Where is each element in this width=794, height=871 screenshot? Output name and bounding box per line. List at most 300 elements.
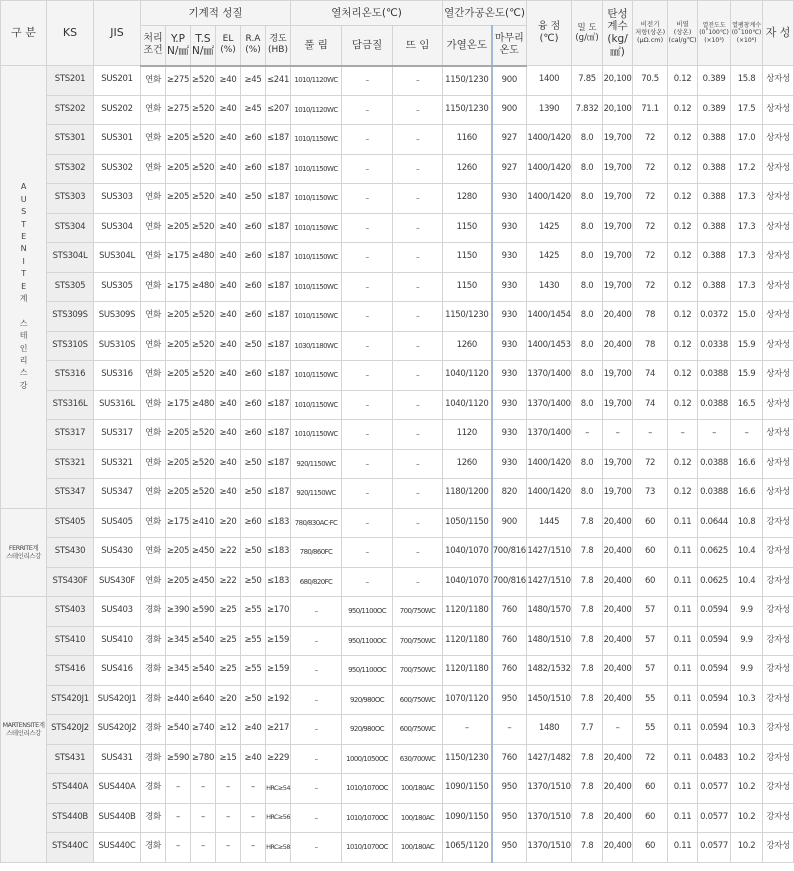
jis-cell: SUS420J1 [94, 685, 141, 715]
yp-cell: ≥175 [166, 243, 191, 273]
density-cell: 8.0 [572, 331, 603, 361]
resistivity-cell: 60 [633, 774, 668, 804]
density-cell: 7.8 [572, 508, 603, 538]
specific-heat-cell: 0.12 [668, 390, 698, 420]
ts-cell: ≥520 [191, 331, 216, 361]
ks-cell: STS309S [47, 302, 94, 332]
yp-cell: ≥205 [166, 154, 191, 184]
solution-cell: 1010/1150WC [291, 361, 342, 391]
melting-cell: 1400/1420 [527, 154, 572, 184]
specific-heat-cell: 0.11 [668, 567, 698, 597]
density-cell: 8.0 [572, 302, 603, 332]
ks-cell: STS304L [47, 243, 94, 273]
el-cell: ≥40 [216, 272, 241, 302]
heating-cell: 1150/1230 [443, 744, 492, 774]
temper-cell: – [393, 213, 443, 243]
elastic-cell: 20,100 [603, 95, 633, 125]
finish-cell: 900 [492, 508, 527, 538]
ks-cell: STS440C [47, 833, 94, 863]
solution-cell: 920/1150WC [291, 449, 342, 479]
treatment-cell: 경화 [141, 803, 166, 833]
header-ra: R.A (%) [241, 26, 266, 66]
solution-cell: 1010/1120WC [291, 95, 342, 125]
jis-cell: SUS305 [94, 272, 141, 302]
jis-cell: SUS304 [94, 213, 141, 243]
elastic-cell: 19,700 [603, 125, 633, 155]
elastic-cell: 20,400 [603, 302, 633, 332]
melting-cell: 1425 [527, 213, 572, 243]
conductivity-cell: 0.0388 [698, 361, 731, 391]
table-row [1, 803, 794, 833]
table-row [1, 479, 794, 509]
ks-cell: STS440B [47, 803, 94, 833]
treatment-cell: 연화 [141, 154, 166, 184]
quench-cell: – [342, 361, 393, 391]
specific-heat-cell: 0.11 [668, 508, 698, 538]
temper-cell: 100/180AC [393, 833, 443, 863]
quench-cell: – [342, 154, 393, 184]
resistivity-cell: 72 [633, 154, 668, 184]
conductivity-cell: 0.0388 [698, 449, 731, 479]
expansion-cell: 15.9 [731, 331, 763, 361]
treatment-cell: 경화 [141, 744, 166, 774]
elastic-cell: – [603, 715, 633, 745]
yp-cell: ≥590 [166, 744, 191, 774]
quench-cell: 1000/1050OC [342, 744, 393, 774]
ks-cell: STS431 [47, 744, 94, 774]
specific-heat-cell: 0.12 [668, 243, 698, 273]
temper-cell: – [393, 272, 443, 302]
specific-heat-cell: 0.11 [668, 597, 698, 627]
resistivity-cell: 60 [633, 538, 668, 568]
resistivity-cell: 74 [633, 361, 668, 391]
expansion-cell: 17.3 [731, 243, 763, 273]
table-row [1, 125, 794, 155]
expansion-cell: 10.2 [731, 803, 763, 833]
ks-cell: STS416 [47, 656, 94, 686]
finish-cell: 760 [492, 656, 527, 686]
el-cell: – [216, 803, 241, 833]
ra-cell: – [241, 833, 266, 863]
yp-cell: – [166, 803, 191, 833]
temper-cell: – [393, 479, 443, 509]
hardness-cell: ≤187 [266, 449, 291, 479]
el-cell: – [216, 774, 241, 804]
jis-cell: SUS316 [94, 361, 141, 391]
el-cell: ≥40 [216, 390, 241, 420]
ra-cell: ≥55 [241, 626, 266, 656]
heating-cell: 1150/1230 [443, 95, 492, 125]
specific-heat-cell: 0.11 [668, 656, 698, 686]
elastic-cell: – [603, 420, 633, 450]
magnetism-cell: 상자성 [763, 420, 794, 450]
melting-cell: 1400/1420 [527, 125, 572, 155]
el-cell: ≥40 [216, 66, 241, 96]
solution-cell: 1030/1180WC [291, 331, 342, 361]
temper-cell: 700/750WC [393, 626, 443, 656]
header-treatment: 처리 조건 [141, 26, 166, 66]
expansion-cell: 9.9 [731, 656, 763, 686]
solution-cell: 1010/1150WC [291, 272, 342, 302]
yp-cell: ≥205 [166, 213, 191, 243]
yp-cell: ≥275 [166, 95, 191, 125]
finish-cell: 930 [492, 302, 527, 332]
magnetism-cell: 상자성 [763, 390, 794, 420]
el-cell: ≥40 [216, 479, 241, 509]
magnetism-cell: 강자성 [763, 508, 794, 538]
conductivity-cell: 0.388 [698, 125, 731, 155]
yp-cell: ≥275 [166, 66, 191, 96]
hardness-cell: ≤187 [266, 420, 291, 450]
yp-cell: ≥205 [166, 125, 191, 155]
hardness-cell: HRC≥58 [266, 833, 291, 863]
treatment-cell: 연화 [141, 243, 166, 273]
ts-cell: ≥410 [191, 508, 216, 538]
yp-cell: ≥205 [166, 538, 191, 568]
header-quench: 담금질 [342, 26, 393, 66]
heating-cell: 1070/1120 [443, 685, 492, 715]
resistivity-cell: 72 [633, 243, 668, 273]
hardness-cell: ≤187 [266, 243, 291, 273]
heating-cell: 1120/1180 [443, 626, 492, 656]
header-heat-treatment: 열처리온도(℃) [291, 1, 443, 26]
yp-cell: ≥175 [166, 272, 191, 302]
resistivity-cell: 72 [633, 125, 668, 155]
quench-cell: – [342, 331, 393, 361]
header-specific-heat: 비열 (상온) (cal/g℃) [668, 1, 698, 66]
treatment-cell: 연화 [141, 538, 166, 568]
finish-cell: – [492, 715, 527, 745]
quench-cell: – [342, 508, 393, 538]
specific-heat-cell: 0.11 [668, 803, 698, 833]
density-cell: 8.0 [572, 390, 603, 420]
ks-cell: STS321 [47, 449, 94, 479]
magnetism-cell: 강자성 [763, 656, 794, 686]
hardness-cell: ≥159 [266, 626, 291, 656]
treatment-cell: 연화 [141, 449, 166, 479]
magnetism-cell: 강자성 [763, 803, 794, 833]
temper-cell: – [393, 390, 443, 420]
jis-cell: SUS303 [94, 184, 141, 214]
finish-cell: 950 [492, 774, 527, 804]
density-cell: 7.832 [572, 95, 603, 125]
density-cell: 8.0 [572, 479, 603, 509]
magnetism-cell: 상자성 [763, 331, 794, 361]
ts-cell: ≥480 [191, 390, 216, 420]
treatment-cell: 경화 [141, 626, 166, 656]
resistivity-cell: 57 [633, 656, 668, 686]
hardness-cell: ≤187 [266, 361, 291, 391]
melting-cell: 1400/1420 [527, 449, 572, 479]
heating-cell: 1260 [443, 331, 492, 361]
heating-cell: 1120/1180 [443, 597, 492, 627]
conductivity-cell: 0.0594 [698, 656, 731, 686]
table-row [1, 213, 794, 243]
yp-cell: ≥205 [166, 479, 191, 509]
magnetism-cell: 상자성 [763, 449, 794, 479]
quench-cell: 950/1100OC [342, 626, 393, 656]
density-cell: 7.8 [572, 803, 603, 833]
el-cell: ≥40 [216, 361, 241, 391]
ts-cell: – [191, 833, 216, 863]
density-cell: 8.0 [572, 243, 603, 273]
melting-cell: 1427/1510 [527, 567, 572, 597]
solution-cell: – [291, 597, 342, 627]
hardness-cell: ≤187 [266, 331, 291, 361]
elastic-cell: 19,700 [603, 213, 633, 243]
hardness-cell: ≤187 [266, 154, 291, 184]
ra-cell: ≥60 [241, 272, 266, 302]
hardness-cell: ≤183 [266, 538, 291, 568]
heating-cell: 1150 [443, 272, 492, 302]
quench-cell: 1010/1070OC [342, 774, 393, 804]
elastic-cell: 19,700 [603, 479, 633, 509]
expansion-cell: 17.3 [731, 184, 763, 214]
el-cell: ≥12 [216, 715, 241, 745]
yp-cell: ≥345 [166, 656, 191, 686]
hardness-cell: ≤187 [266, 184, 291, 214]
yp-cell: ≥345 [166, 626, 191, 656]
expansion-cell: 17.3 [731, 272, 763, 302]
solution-cell: – [291, 803, 342, 833]
specific-heat-cell: 0.12 [668, 213, 698, 243]
heating-cell: 1260 [443, 449, 492, 479]
quench-cell: – [342, 243, 393, 273]
melting-cell: 1400 [527, 66, 572, 96]
ts-cell: ≥520 [191, 449, 216, 479]
ks-cell: STS430 [47, 538, 94, 568]
ts-cell: ≥450 [191, 538, 216, 568]
ts-cell: – [191, 774, 216, 804]
solution-cell: 780/830AC·FC [291, 508, 342, 538]
ra-cell: ≥60 [241, 420, 266, 450]
treatment-cell: 경화 [141, 833, 166, 863]
yp-cell: – [166, 833, 191, 863]
table-row [1, 744, 794, 774]
resistivity-cell: 57 [633, 626, 668, 656]
jis-cell: SUS316L [94, 390, 141, 420]
elastic-cell: 19,700 [603, 184, 633, 214]
quench-cell: – [342, 390, 393, 420]
ks-cell: STS201 [47, 66, 94, 96]
conductivity-cell: 0.388 [698, 213, 731, 243]
magnetism-cell: 강자성 [763, 744, 794, 774]
solution-cell: 680/820FC [291, 567, 342, 597]
finish-cell: 930 [492, 213, 527, 243]
heating-cell: 1150 [443, 243, 492, 273]
density-cell: 8.0 [572, 361, 603, 391]
jis-cell: SUS304L [94, 243, 141, 273]
melting-cell: 1430 [527, 272, 572, 302]
treatment-cell: 연화 [141, 567, 166, 597]
quench-cell: 920/980OC [342, 715, 393, 745]
quench-cell: – [342, 538, 393, 568]
density-cell: – [572, 420, 603, 450]
jis-cell: SUS416 [94, 656, 141, 686]
resistivity-cell: 60 [633, 833, 668, 863]
melting-cell: 1480/1570 [527, 597, 572, 627]
elastic-cell: 19,700 [603, 272, 633, 302]
specific-heat-cell: – [668, 420, 698, 450]
elastic-cell: 20,400 [603, 656, 633, 686]
magnetism-cell: 상자성 [763, 213, 794, 243]
ks-cell: STS403 [47, 597, 94, 627]
el-cell: ≥40 [216, 420, 241, 450]
elastic-cell: 20,400 [603, 803, 633, 833]
melting-cell: 1427/1510 [527, 538, 572, 568]
table-row [1, 184, 794, 214]
solution-cell: 1010/1150WC [291, 243, 342, 273]
table-row [1, 390, 794, 420]
conductivity-cell: – [698, 420, 731, 450]
jis-cell: SUS431 [94, 744, 141, 774]
resistivity-cell: 57 [633, 597, 668, 627]
ra-cell: ≥50 [241, 479, 266, 509]
resistivity-cell: 72 [633, 449, 668, 479]
table-row [1, 361, 794, 391]
expansion-cell: 10.2 [731, 744, 763, 774]
quench-cell: – [342, 125, 393, 155]
finish-cell: 820 [492, 479, 527, 509]
treatment-cell: 연화 [141, 184, 166, 214]
hardness-cell: ≤183 [266, 508, 291, 538]
ts-cell: ≥590 [191, 597, 216, 627]
ks-cell: STS303 [47, 184, 94, 214]
magnetism-cell: 강자성 [763, 715, 794, 745]
finish-cell: 950 [492, 685, 527, 715]
finish-cell: 930 [492, 361, 527, 391]
specific-heat-cell: 0.12 [668, 66, 698, 96]
ks-cell: STS317 [47, 420, 94, 450]
elastic-cell: 20,400 [603, 833, 633, 863]
elastic-cell: 19,700 [603, 361, 633, 391]
temper-cell: – [393, 361, 443, 391]
melting-cell: 1370/1510 [527, 803, 572, 833]
header-jis: JIS [94, 1, 141, 66]
heating-cell: 1040/1070 [443, 567, 492, 597]
el-cell: ≥22 [216, 538, 241, 568]
header-mechanical: 기계적 성질 [141, 1, 291, 26]
magnetism-cell: 강자성 [763, 597, 794, 627]
density-cell: 7.8 [572, 597, 603, 627]
melting-cell: 1370/1400 [527, 361, 572, 391]
jis-cell: SUS420J2 [94, 715, 141, 745]
solution-cell: – [291, 744, 342, 774]
yp-cell: ≥175 [166, 390, 191, 420]
table-row [1, 95, 794, 125]
magnetism-cell: 상자성 [763, 95, 794, 125]
yp-cell: ≥440 [166, 685, 191, 715]
resistivity-cell: 55 [633, 685, 668, 715]
solution-cell: 1010/1150WC [291, 184, 342, 214]
ts-cell: ≥520 [191, 184, 216, 214]
conductivity-cell: 0.0594 [698, 685, 731, 715]
heating-cell: 1050/1150 [443, 508, 492, 538]
ks-cell: STS430F [47, 567, 94, 597]
jis-cell: SUS302 [94, 154, 141, 184]
resistivity-cell: 60 [633, 803, 668, 833]
solution-cell: – [291, 774, 342, 804]
elastic-cell: 20,400 [603, 774, 633, 804]
ra-cell: – [241, 774, 266, 804]
temper-cell: 630/700WC [393, 744, 443, 774]
temper-cell: – [393, 184, 443, 214]
header-yp: Y.P N/㎟ [166, 26, 191, 66]
magnetism-cell: 강자성 [763, 626, 794, 656]
header-hot-working: 열간가공온도(℃) [443, 1, 527, 26]
conductivity-cell: 0.0594 [698, 715, 731, 745]
yp-cell: ≥390 [166, 597, 191, 627]
ks-cell: STS302 [47, 154, 94, 184]
ra-cell: ≥45 [241, 95, 266, 125]
treatment-cell: 연화 [141, 479, 166, 509]
conductivity-cell: 0.388 [698, 154, 731, 184]
treatment-cell: 연화 [141, 508, 166, 538]
header-expansion: 열팽창계수 (0˚100℃) (×10⁶) [731, 1, 763, 66]
temper-cell: – [393, 243, 443, 273]
jis-cell: SUS347 [94, 479, 141, 509]
header-melting: 융 점 (℃) [527, 1, 572, 66]
ra-cell: ≥60 [241, 213, 266, 243]
jis-cell: SUS405 [94, 508, 141, 538]
magnetism-cell: 강자성 [763, 833, 794, 863]
density-cell: 8.0 [572, 272, 603, 302]
group-label: A U S T E N I T E 계 스 테 인 리 스 강 [1, 66, 47, 509]
quench-cell: – [342, 213, 393, 243]
ra-cell: ≥50 [241, 331, 266, 361]
yp-cell: ≥205 [166, 567, 191, 597]
quench-cell: 1010/1070OC [342, 833, 393, 863]
ra-cell: ≥45 [241, 66, 266, 96]
elastic-cell: 19,700 [603, 243, 633, 273]
temper-cell: 600/750WC [393, 685, 443, 715]
ks-cell: STS301 [47, 125, 94, 155]
yp-cell: ≥205 [166, 331, 191, 361]
specific-heat-cell: 0.11 [668, 626, 698, 656]
specific-heat-cell: 0.12 [668, 125, 698, 155]
magnetism-cell: 상자성 [763, 154, 794, 184]
heating-cell: 1120 [443, 420, 492, 450]
treatment-cell: 경화 [141, 774, 166, 804]
table-row [1, 656, 794, 686]
treatment-cell: 연화 [141, 95, 166, 125]
finish-cell: 927 [492, 125, 527, 155]
elastic-cell: 20,400 [603, 744, 633, 774]
melting-cell: 1450/1510 [527, 685, 572, 715]
ts-cell: ≥740 [191, 715, 216, 745]
el-cell: ≥15 [216, 744, 241, 774]
hardness-cell: HRC≥56 [266, 803, 291, 833]
hardness-cell: ≤187 [266, 302, 291, 332]
el-cell: ≥40 [216, 243, 241, 273]
heating-cell: 1150/1230 [443, 302, 492, 332]
resistivity-cell: 72 [633, 744, 668, 774]
temper-cell: – [393, 154, 443, 184]
temper-cell: – [393, 331, 443, 361]
ra-cell: ≥60 [241, 154, 266, 184]
hardness-cell: ≤183 [266, 567, 291, 597]
temper-cell: – [393, 95, 443, 125]
heating-cell: 1120/1180 [443, 656, 492, 686]
expansion-cell: 10.2 [731, 774, 763, 804]
expansion-cell: – [731, 420, 763, 450]
expansion-cell: 10.3 [731, 685, 763, 715]
resistivity-cell: 74 [633, 390, 668, 420]
quench-cell: – [342, 420, 393, 450]
yp-cell: – [166, 774, 191, 804]
magnetism-cell: 강자성 [763, 774, 794, 804]
expansion-cell: 17.2 [731, 154, 763, 184]
